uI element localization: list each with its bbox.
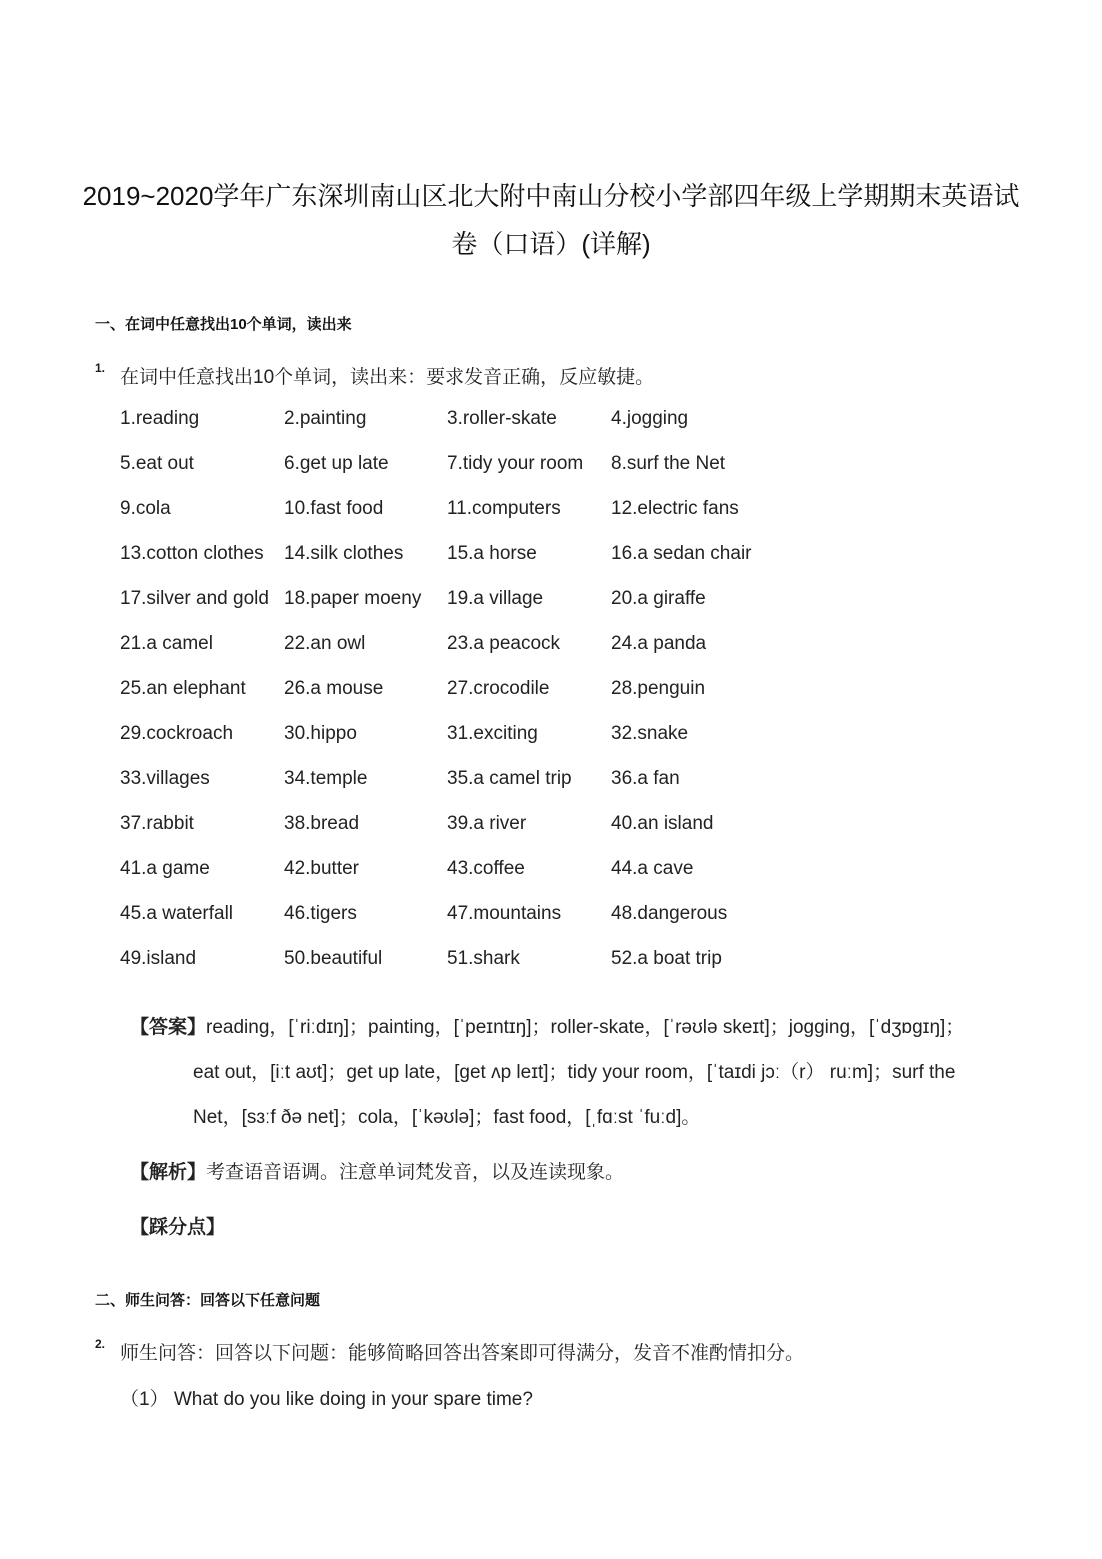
word-item: 12.electric fans [611, 498, 739, 519]
word-item: 38.bread [284, 813, 360, 834]
word-item: 26.a mouse [284, 678, 384, 699]
word-item: 19.a village [447, 588, 544, 609]
scoring-label: 【踩分点】 [130, 1217, 226, 1238]
analysis-label: 【解析】 [130, 1162, 207, 1183]
word-grid [120, 404, 781, 989]
word-item: 41.a game [120, 858, 210, 879]
analysis-line [130, 1157, 624, 1184]
word-item: 44.a cave [611, 858, 694, 879]
word-item: 51.shark [447, 948, 520, 969]
word-item: 13.cotton clothes [120, 543, 264, 564]
document-title [60, 172, 1042, 268]
word-item: 27.crocodile [447, 678, 550, 699]
question-1-number: 1. [95, 361, 106, 375]
word-item: 52.a boat trip [611, 948, 722, 969]
word-item: 37.rabbit [120, 813, 194, 834]
word-item: 14.silk clothes [284, 543, 404, 564]
word-item: 22.an owl [284, 633, 366, 654]
word-item: 11.computers [447, 498, 561, 519]
word-item: 40.an island [611, 813, 714, 834]
word-item: 49.island [120, 948, 197, 969]
word-item: 47.mountains [447, 903, 562, 924]
word-item: 50.beautiful [284, 948, 383, 969]
word-item: 23.a peacock [447, 633, 561, 654]
word-item: 24.a panda [611, 633, 707, 654]
word-item: 34.temple [284, 768, 368, 789]
word-item: 33.villages [120, 768, 210, 789]
word-item: 46.tigers [284, 903, 357, 924]
word-item: 17.silver and gold [120, 588, 269, 609]
word-item: 29.cockroach [120, 723, 234, 744]
answer-line-2: eat out，[iːt aʊt]；get up late，[get ʌp leɪt]；tidy your room，[ˈtaɪdi jɔː（r） ruːm]；surf the [193, 1062, 956, 1083]
section-2-heading: 二、师生问答：回答以下任意问题 [95, 1292, 321, 1309]
word-item: 45.a waterfall [120, 903, 234, 924]
word-item: 8.surf the Net [611, 453, 726, 474]
sub-question-1: （1） What do you like doing in your spare time? [120, 1389, 533, 1410]
word-item: 35.a camel trip [447, 768, 572, 789]
question-2-number: 2. [95, 1337, 106, 1351]
word-item: 4.jogging [611, 408, 689, 429]
word-item: 20.a giraffe [611, 588, 706, 609]
word-item: 9.cola [120, 498, 171, 519]
word-item: 28.penguin [611, 678, 706, 699]
word-item: 25.an elephant [120, 678, 246, 699]
analysis-text: 考查语音语调。注意单词梵发音，以及连读现象。 [206, 1162, 625, 1183]
word-item: 32.snake [611, 723, 689, 744]
word-item: 7.tidy your room [447, 453, 584, 474]
answer-text-1: reading，[ˈriːdɪŋ]；painting，[ˈpeɪntɪŋ]；roller-skate，[ˈrəʊlə skeɪt]；jogging，[ˈdʒɒgɪŋ]； [206, 1017, 965, 1038]
word-item: 10.fast food [284, 498, 384, 519]
answer-line-1 [130, 1012, 964, 1039]
word-item: 1.reading [120, 408, 200, 429]
word-item: 5.eat out [120, 453, 194, 474]
title-line-1: 2019~2020学年广东深圳南山区北大附中南山分校小学部四年级上学期期末英语试 [82, 181, 1020, 211]
word-item: 36.a fan [611, 768, 680, 789]
word-item: 21.a camel [120, 633, 213, 654]
word-item: 16.a sedan chair [611, 543, 752, 564]
word-item: 2.painting [284, 408, 367, 429]
word-item: 31.exciting [447, 723, 538, 744]
word-item: 18.paper moeny [284, 588, 422, 609]
title-line-2: 卷（口语）(详解) [451, 229, 651, 259]
word-item: 30.hippo [284, 723, 357, 744]
answer-label: 【答案】 [130, 1017, 207, 1038]
word-item: 3.roller-skate [447, 408, 557, 429]
question-1-text: 在词中任意找出10个单词，读出来：要求发音正确，反应敏捷。 [120, 367, 655, 388]
section-1-heading: 一、在词中任意找出10个单词，读出来 [95, 316, 352, 333]
word-item: 39.a river [447, 813, 527, 834]
word-item: 15.a horse [447, 543, 537, 564]
word-item: 42.butter [284, 858, 359, 879]
answer-line-3: Net，[sɜːf ðə net]；cola，[ˈkəʊlə]；fast food，[ˌfɑːst ˈfuːd]。 [193, 1107, 701, 1128]
scoring-line [130, 1212, 225, 1239]
word-item: 43.coffee [447, 858, 525, 879]
question-2-text: 师生问答：回答以下问题：能够简略回答出答案即可得满分，发音不准酌情扣分。 [120, 1343, 805, 1364]
word-item: 48.dangerous [611, 903, 728, 924]
word-item: 6.get up late [284, 453, 389, 474]
